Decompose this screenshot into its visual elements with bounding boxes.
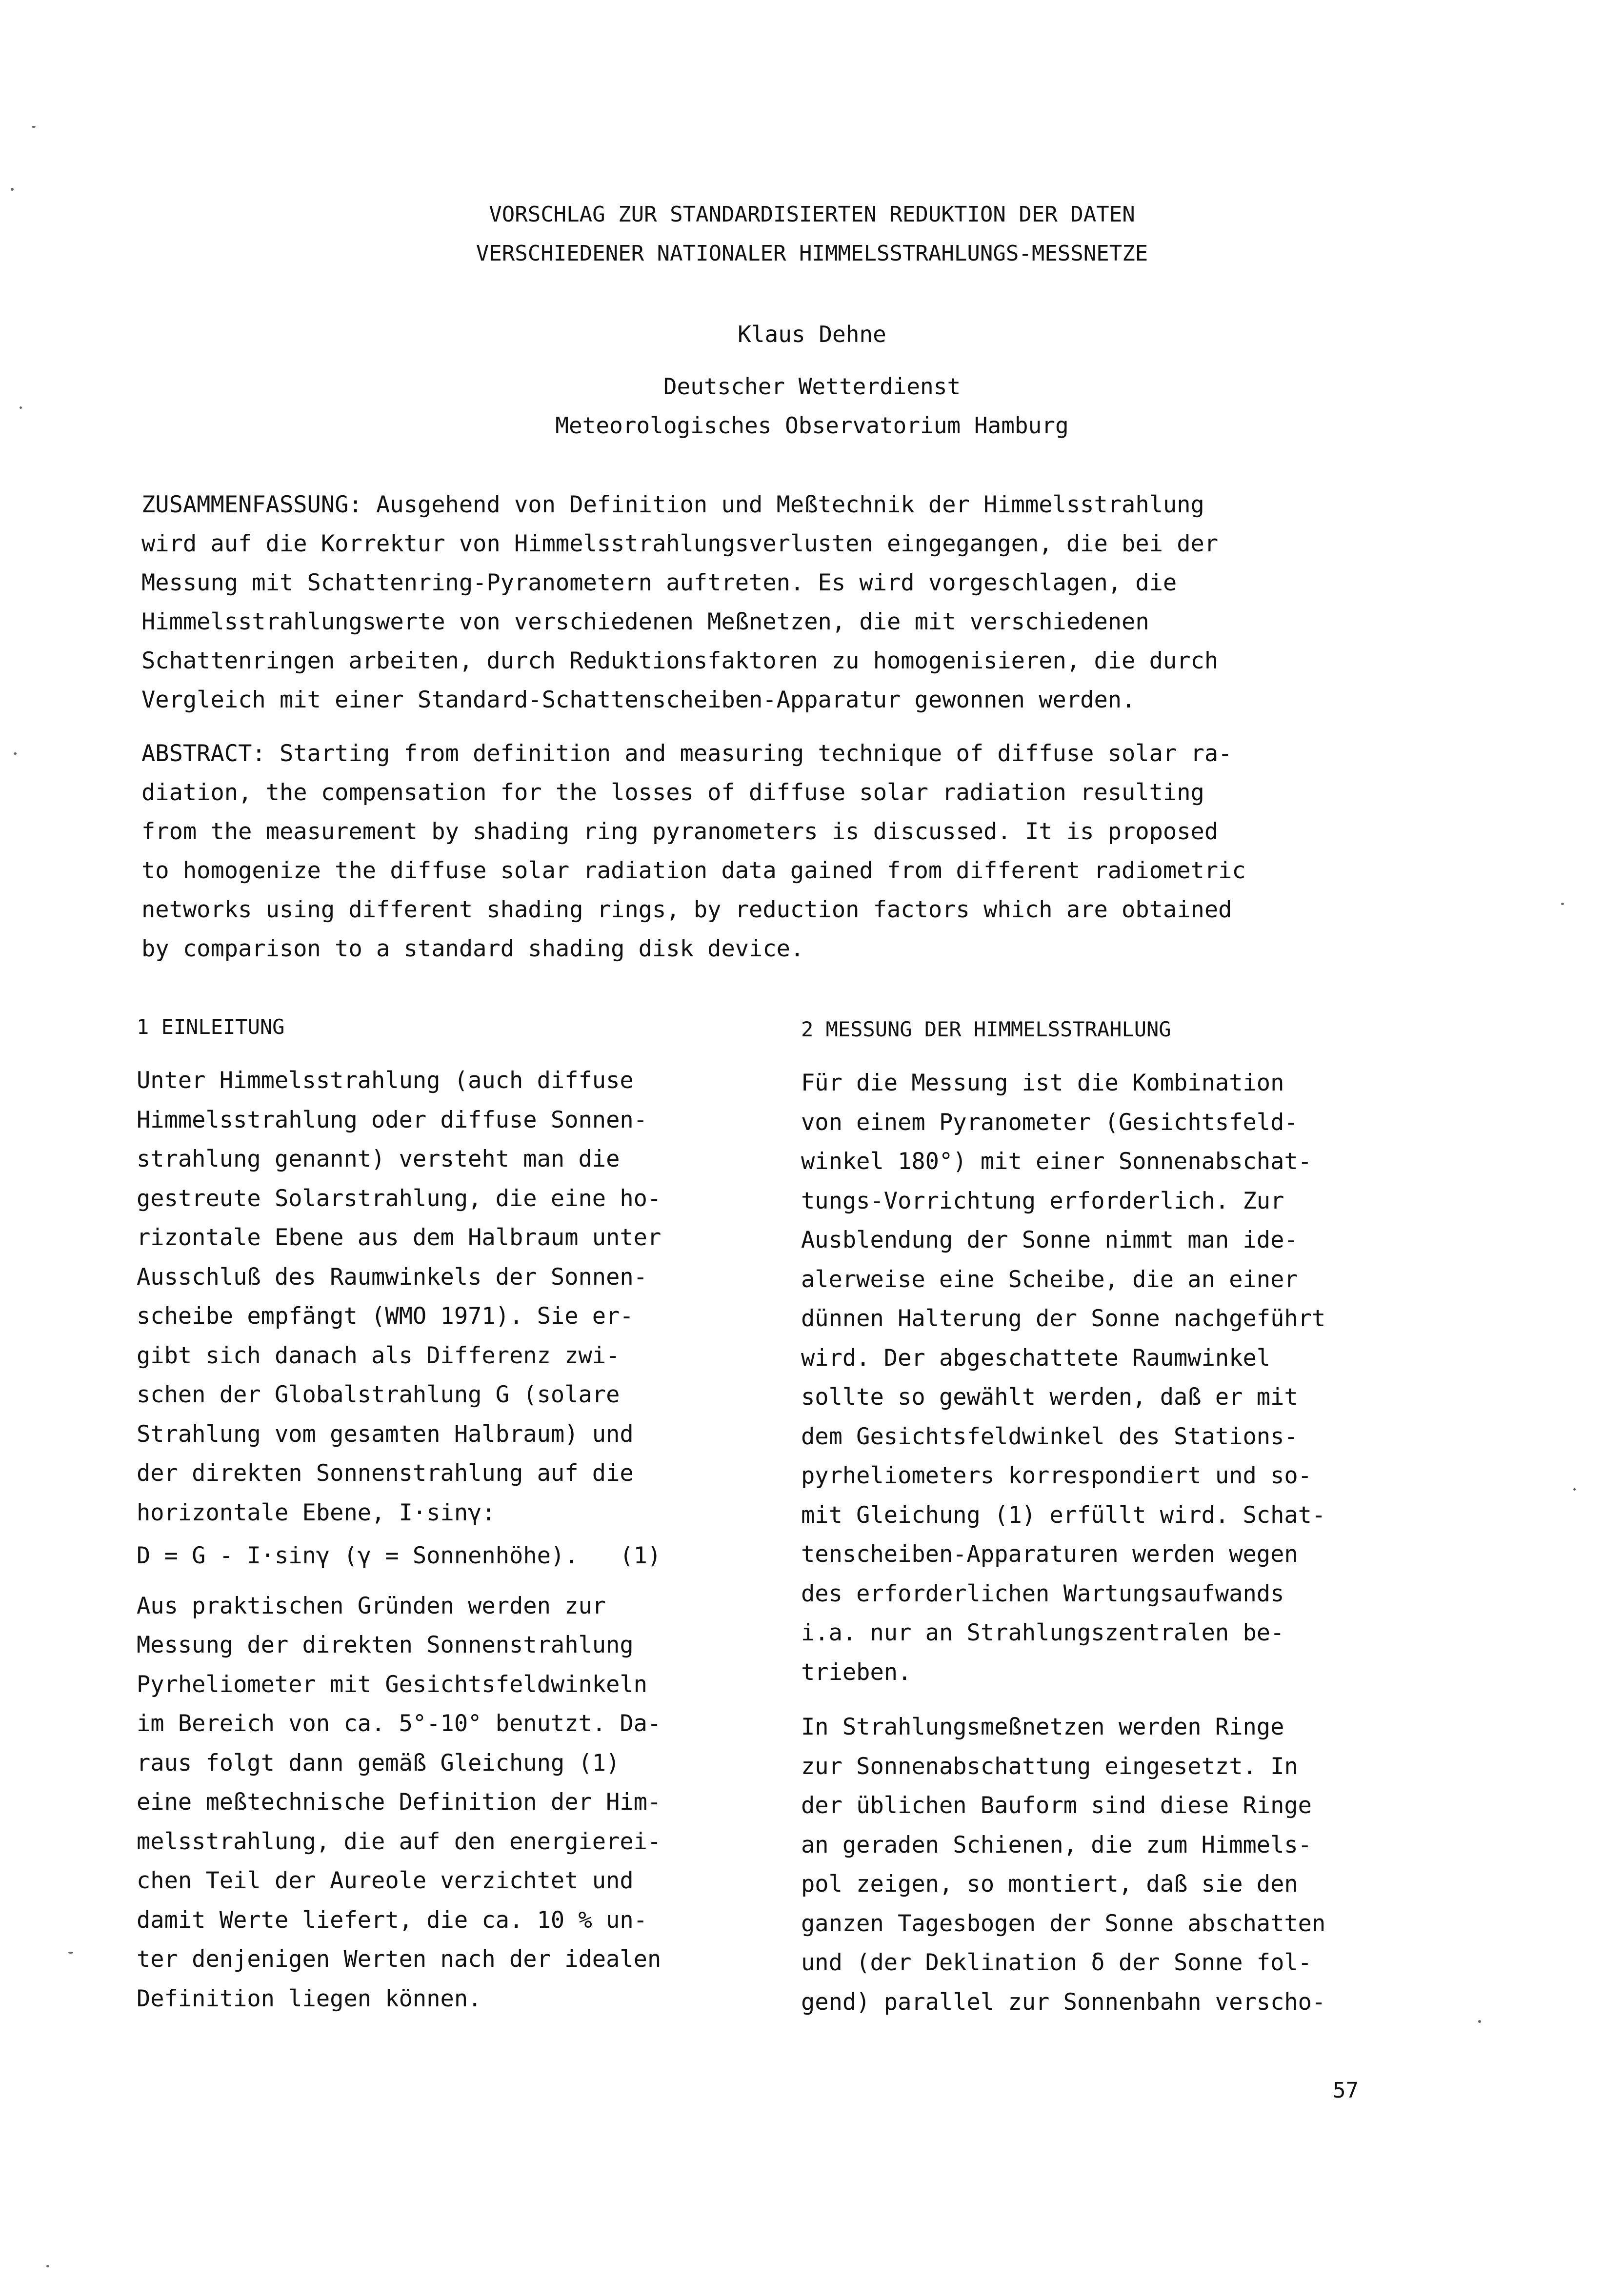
- text-line: Himmelsstrahlung oder diffuse Sonnen-: [137, 1106, 647, 1133]
- section-1-column: [137, 1008, 766, 2019]
- text-line: trieben.: [801, 1658, 912, 1686]
- section-1-paragraph-1: [137, 1061, 766, 1533]
- zusammenfassung-line: wird auf die Korrektur von Himmelsstrahlungsverlusten eingegangen, die bei der: [141, 530, 1219, 557]
- section-2-paragraph-2: [801, 1708, 1450, 2022]
- text-line: tenscheiben-Apparaturen werden wegen: [801, 1541, 1298, 1568]
- text-line: Strahlung vom gesamten Halbraum) und: [137, 1420, 634, 1448]
- scan-speck: [46, 2265, 49, 2267]
- text-line: gend) parallel zur Sonnenbahn verscho-: [801, 1988, 1326, 2016]
- text-line: eine meßtechnische Definition der Him-: [137, 1789, 662, 1816]
- abstract-line: by comparison to a standard shading disk device.: [141, 935, 804, 962]
- zusammenfassung: [141, 485, 1449, 720]
- text-line: melsstrahlung, die auf den energierei-: [137, 1828, 662, 1855]
- text-line: Definition liegen können.: [137, 1985, 482, 2012]
- paper-title: [0, 195, 1624, 273]
- section-2-paragraph-1: [801, 1064, 1450, 1692]
- text-line: tungs-Vorrichtung erforderlich. Zur: [801, 1187, 1284, 1214]
- text-line: rizontale Ebene aus dem Halbraum unter: [137, 1224, 662, 1251]
- text-line: raus folgt dann gemäß Gleichung (1): [137, 1749, 620, 1777]
- abstract-line: ABSTRACT: Starting from definition and measuring technique of diffuse solar ra-: [141, 740, 1232, 767]
- text-line: pyrheliometers korrespondiert und so-: [801, 1462, 1312, 1489]
- scan-speck: [1573, 1488, 1576, 1491]
- title-line-2: VERSCHIEDENER NATIONALER HIMMELSSTRAHLUNGS-MESSNETZE: [476, 241, 1148, 266]
- text-line: damit Werte liefert, die ca. 10 % un-: [137, 1906, 647, 1934]
- section-2-column: [801, 1010, 1450, 2022]
- scan-speck: [11, 188, 14, 191]
- page-number: 57: [1333, 2078, 1359, 2103]
- text-line: i.a. nur an Strahlungszentralen be-: [801, 1619, 1284, 1646]
- text-line: strahlung genannt) versteht man die: [137, 1146, 620, 1172]
- text-line: Ausschluß des Raumwinkels der Sonnen-: [137, 1263, 647, 1291]
- scan-speck: [1561, 903, 1564, 905]
- text-line: von einem Pyranometer (Gesichtsfeld-: [801, 1109, 1298, 1136]
- scan-speck: [14, 752, 17, 755]
- text-line: Pyrheliometer mit Gesichtsfeldwinkeln: [137, 1671, 647, 1698]
- zusammenfassung-line: ZUSAMMENFASSUNG: Ausgehend von Definition und Meßtechnik der Himmelsstrahlung: [141, 491, 1204, 518]
- title-line-1: VORSCHLAG ZUR STANDARDISIERTEN REDUKTION DER DATEN: [489, 202, 1135, 227]
- text-line: alerweise eine Scheibe, die an einer: [801, 1266, 1298, 1293]
- zusammenfassung-line: Himmelsstrahlungswerte von verschiedenen Meßnetzen, die mit verschiedenen: [141, 608, 1149, 635]
- affiliation: [0, 367, 1624, 445]
- text-line: des erforderlichen Wartungsaufwands: [801, 1580, 1284, 1607]
- text-line: sollte so gewählt werden, daß er mit: [801, 1384, 1298, 1411]
- text-line: pol zeigen, so montiert, daß sie den: [801, 1871, 1298, 1898]
- text-line: Für die Messung ist die Kombination: [801, 1070, 1284, 1096]
- equation-1: D = G - I·sinγ (γ = Sonnenhöhe). (1): [137, 1542, 662, 1569]
- author-name: Klaus Dehne: [738, 321, 886, 347]
- section-heading: 1 EINLEITUNG: [137, 1015, 285, 1039]
- abstract-line: diation, the compensation for the losses of diffuse solar radiation resulting: [141, 779, 1204, 806]
- text-line: dem Gesichtsfeldwinkel des Stations-: [801, 1423, 1298, 1450]
- text-line: wird. Der abgeschattete Raumwinkel: [801, 1344, 1271, 1372]
- text-line: horizontale Ebene, I·sinγ:: [137, 1499, 496, 1526]
- text-line: zur Sonnenabschattung eingesetzt. In: [801, 1753, 1298, 1780]
- text-line: gibt sich danach als Differenz zwi-: [137, 1342, 620, 1369]
- section-heading: 2 MESSUNG DER HIMMELSSTRAHLUNG: [801, 1017, 1171, 1041]
- text-line: der direkten Sonnenstrahlung auf die: [137, 1460, 634, 1487]
- text-line: Messung der direkten Sonnenstrahlung: [137, 1632, 634, 1658]
- text-line: mit Gleichung (1) erfüllt wird. Schat-: [801, 1501, 1326, 1529]
- abstract-line: from the measurement by shading ring pyranometers is discussed. It is proposed: [141, 818, 1219, 845]
- text-line: der üblichen Bauform sind diese Ringe: [801, 1792, 1312, 1819]
- text-line: schen der Globalstrahlung G (solare: [137, 1381, 620, 1408]
- text-line: und (der Deklination δ der Sonne fol-: [801, 1949, 1312, 1976]
- abstract: [141, 734, 1449, 969]
- text-line: Unter Himmelsstrahlung (auch diffuse: [137, 1067, 634, 1094]
- zusammenfassung-line: Messung mit Schattenring-Pyranometern auftreten. Es wird vorgeschlagen, die: [141, 569, 1177, 596]
- scan-speck: [20, 406, 22, 409]
- text-line: Ausblendung der Sonne nimmt man ide-: [801, 1227, 1298, 1253]
- text-line: ter denjenigen Werten nach der idealen: [137, 1946, 662, 1973]
- scan-speck: [1478, 2020, 1481, 2023]
- text-line: an geraden Schienen, die zum Himmels-: [801, 1831, 1312, 1859]
- text-line: Aus praktischen Gründen werden zur: [137, 1592, 606, 1619]
- abstract-line: networks using different shading rings, by reduction factors which are obtained: [141, 896, 1232, 923]
- zusammenfassung-line: Schattenringen arbeiten, durch Reduktionsfaktoren zu homogenisieren, die durch: [141, 647, 1219, 674]
- text-line: scheibe empfängt (WMO 1971). Sie er-: [137, 1303, 634, 1330]
- zusammenfassung-line: Vergleich mit einer Standard-Schattenscheiben-Apparatur gewonnen werden.: [141, 687, 1136, 713]
- scan-speck: [32, 126, 36, 128]
- scan-speck: [68, 1952, 73, 1954]
- abstract-line: to homogenize the diffuse solar radiation data gained from different radiometric: [141, 857, 1246, 884]
- affiliation-line-2: Meteorologisches Observatorium Hamburg: [555, 412, 1069, 439]
- affiliation-line-1: Deutscher Wetterdienst: [663, 373, 961, 400]
- section-1-paragraph-2: [137, 1587, 766, 2019]
- text-line: chen Teil der Aureole verzichtet und: [137, 1867, 634, 1894]
- text-line: In Strahlungsmeßnetzen werden Ringe: [801, 1714, 1284, 1740]
- text-line: im Bereich von ca. 5°-10° benutzt. Da-: [137, 1710, 662, 1737]
- text-line: gestreute Solarstrahlung, die eine ho-: [137, 1185, 662, 1212]
- text-line: ganzen Tagesbogen der Sonne abschatten: [801, 1910, 1326, 1937]
- text-line: winkel 180°) mit einer Sonnenabschat-: [801, 1148, 1312, 1175]
- text-line: dünnen Halterung der Sonne nachgeführt: [801, 1305, 1326, 1332]
